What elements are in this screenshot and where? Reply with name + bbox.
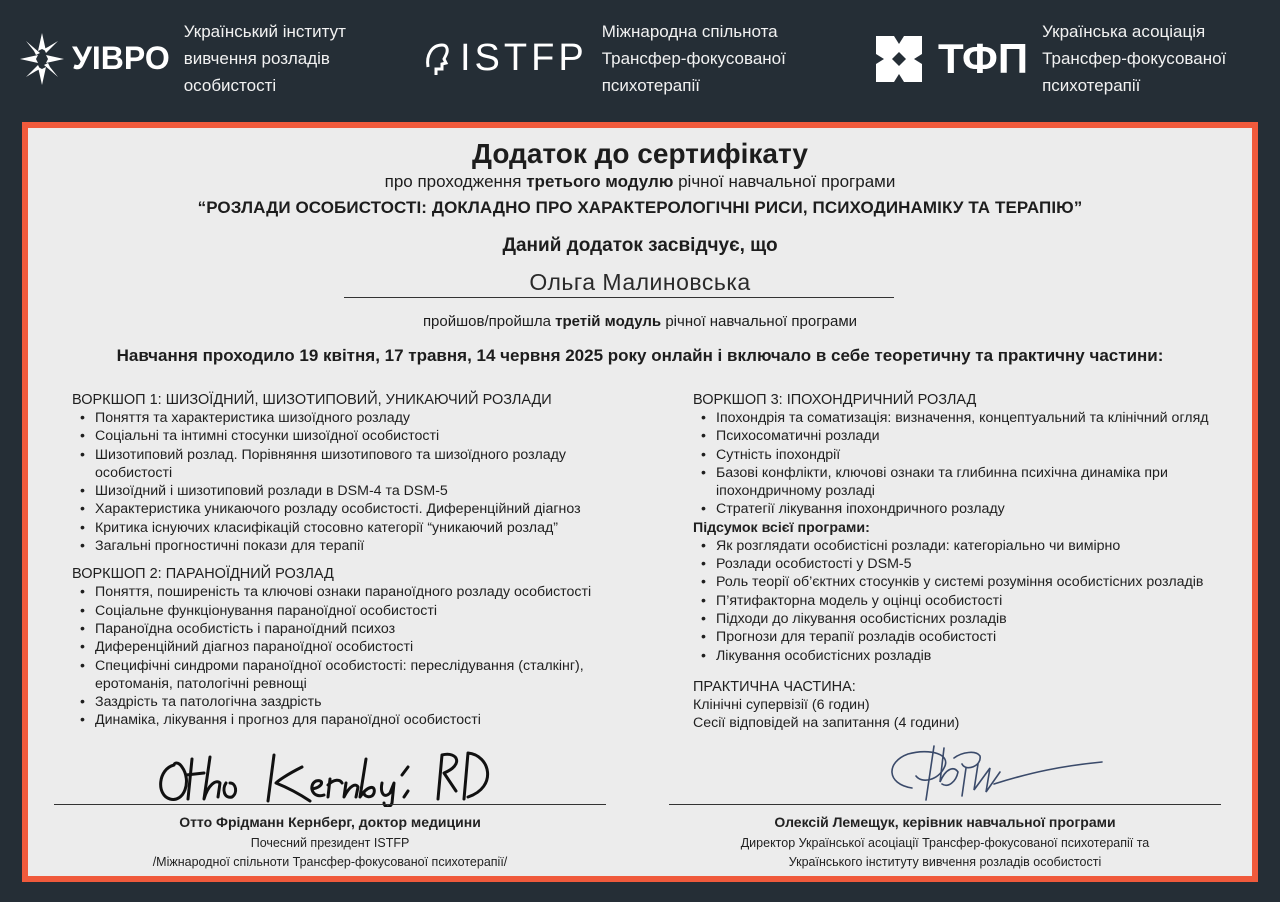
list-item: • Сутність іпохондрії <box>693 446 1238 464</box>
recipient-underline <box>344 297 894 298</box>
list-item: • Підходи до лікування особистісних розладів <box>693 610 1238 628</box>
summary-list <box>693 537 1238 665</box>
completed-text <box>0 313 1280 330</box>
signatory-right-role: Українського інституту вивчення розладів особистості <box>788 855 1102 869</box>
list-item: • Диференційний діагноз параноїдної особистості <box>72 638 632 656</box>
uivro-name-line: вивчення розладів <box>183 49 330 68</box>
signature-line-left <box>54 804 606 805</box>
list-item: • П’ятифакторна модель у оцінці особистості <box>693 592 1238 610</box>
list-item: • Психосоматичні розлади <box>693 427 1238 445</box>
document-title: Додаток до сертифікату <box>472 138 808 169</box>
list-item: • Іпохондрія та соматизація: визначення, концептуальний та клінічний огляд <box>693 409 1238 427</box>
list-item: • Шизотиповий розлад. Порівняння шизотипового та шизоїдного розладу особистості <box>72 446 612 483</box>
completed-module: третій модуль <box>555 313 662 330</box>
subtitle-module: третього модулю <box>526 172 674 191</box>
list-item: • Критика існуючих класифікацій стосовно категорії “уникаючий розлад” <box>72 519 632 537</box>
list-item: • Роль теорії об’єктних стосунків у системі розуміння особистісних розладів <box>693 573 1238 591</box>
recipient-name: Ольга Малиновська <box>529 269 751 295</box>
completed-text-part: річної навчальної програми <box>661 313 858 330</box>
list-item: • Як розглядати особистісні розлади: категоріально чи вимірно <box>693 537 1238 555</box>
workshop2-title: ВОРКШОП 2: ПАРАНОЇДНИЙ РОЗЛАД <box>72 566 334 583</box>
list-item: • Соціальне функціонування параноїдної особистості <box>72 602 632 620</box>
list-item: • Шизоїдний і шизотиповий розлади в DSM-4 та DSM-5 <box>72 482 632 500</box>
list-item: • Заздрість та патологічна заздрість <box>72 693 632 711</box>
istfp-name <box>602 18 786 99</box>
list-item: • Параноїдна особистість і параноїдний психоз <box>72 620 632 638</box>
star-burst-icon <box>18 31 66 87</box>
org-uivro <box>18 18 346 99</box>
istfp-name-line: психотерапії <box>601 76 700 95</box>
signature-kernberg <box>152 745 512 807</box>
signature-lemeshchuk <box>882 738 1112 806</box>
practical-title: ПРАКТИЧНА ЧАСТИНА: <box>693 678 856 695</box>
tfp-name-line: Українська асоціація <box>1042 22 1206 41</box>
program-title: “РОЗЛАДИ ОСОБИСТОСТІ: ДОКЛАДНО ПРО ХАРАКТЕРОЛОГІЧНІ РИСИ, ПСИХОДИНАМІКУ ТА ТЕРАПІЮ” <box>197 198 1083 217</box>
tfp-name-line: Трансфер-фокусованої <box>1042 49 1227 68</box>
puzzle-cross-icon <box>872 32 926 86</box>
signature-line-right <box>669 804 1221 805</box>
list-item: • Загальні прогностичні покази для терапії <box>72 537 632 555</box>
list-item: • Специфічні синдроми параноїдної особистості: переслідування (сталкінг), еротоманія, патологічні ревнощі <box>72 657 632 694</box>
left-column <box>72 391 632 730</box>
head-profile-icon <box>424 37 450 81</box>
signatory-left-name: Отто Фрідманн Кернберг, доктор медицини <box>179 814 481 830</box>
training-info: Навчання проходило 19 квітня, 17 травня, 14 червня 2025 року онлайн і включало в себе теоретичну та практичну частини: <box>116 346 1164 365</box>
summary-title: Підсумок всієї програми: <box>693 519 870 536</box>
list-item: • Базові конфлікти, ключові ознаки та глибинна психічна динаміка при іпохондричному розладі <box>693 464 1213 501</box>
org-tfp <box>872 18 1226 99</box>
signatory-right-name: Олексій Лемещук, керівник навчальної програми <box>774 814 1116 830</box>
right-column <box>693 391 1238 732</box>
tfp-name <box>1042 18 1226 99</box>
signatory-right-role: Директор Української асоціації Трансфер-фокусованої психотерапії та <box>740 836 1150 850</box>
org-istfp <box>424 18 786 99</box>
uivro-logo <box>18 31 170 87</box>
uivro-name-line: особистості <box>183 76 277 95</box>
signatory-left-role: /Міжнародної спільноти Трансфер-фокусованої психотерапії/ <box>152 855 508 869</box>
list-item: • Лікування особистісних розладів <box>693 647 1238 665</box>
header <box>0 0 1280 120</box>
signatory-left-role: Почесний президент ISTFP <box>250 836 410 850</box>
list-item: • Динаміка, лікування і прогноз для параноїдної особистості <box>72 711 632 729</box>
istfp-logo <box>424 37 588 81</box>
workshop3-list <box>693 409 1238 519</box>
subtitle-text: річної навчальної програми <box>673 172 896 191</box>
list-item: • Соціальні та інтимні стосунки шизоїдної особистості <box>72 427 632 445</box>
istfp-name-line: Трансфер-фокусованої <box>601 49 786 68</box>
workshop2-list <box>72 583 632 729</box>
uivro-logo-text: УІВРО <box>72 40 170 76</box>
subtitle-text: про проходження <box>384 172 527 191</box>
istfp-logo-text: ISTFP <box>460 37 588 79</box>
list-item: • Характеристика уникаючого розладу особистості. Диференційний діагноз <box>72 500 632 518</box>
workshop1-list <box>72 409 632 555</box>
tfp-logo-text: ТФП <box>938 34 1029 82</box>
practical-line: Сесії відповідей на запитання (4 години) <box>693 714 960 731</box>
list-item: • Стратегії лікування іпохондричного розладу <box>693 500 1238 518</box>
list-item: • Поняття, поширеність та ключові ознаки параноїдного розладу особистості <box>72 583 632 601</box>
document-subtitle <box>0 172 1280 192</box>
practical-line: Клінічні супервізії (6 годин) <box>693 696 870 713</box>
list-item: • Поняття та характеристика шизоїдного розладу <box>72 409 632 427</box>
completed-text-part: пройшов/пройшла <box>422 313 556 330</box>
istfp-name-line: Міжнародна спільнота <box>601 22 778 41</box>
workshop3-title: ВОРКШОП 3: ІПОХОНДРИЧНИЙ РОЗЛАД <box>693 392 977 408</box>
list-item: • Розлади особистості у DSM-5 <box>693 555 1238 573</box>
uivro-name-line: Український інститут <box>183 22 346 41</box>
list-item: • Прогнози для терапії розладів особистості <box>693 628 1238 646</box>
workshop1-title: ВОРКШОП 1: ШИЗОЇДНИЙ, ШИЗОТИПОВИЙ, УНИКАЮЧИЙ РОЗЛАДИ <box>72 392 552 408</box>
tfp-name-line: психотерапії <box>1042 76 1141 95</box>
uivro-name <box>184 18 346 99</box>
certifies-text: Даний додаток засвідчує, що <box>502 235 778 256</box>
tfp-logo <box>872 32 1028 86</box>
